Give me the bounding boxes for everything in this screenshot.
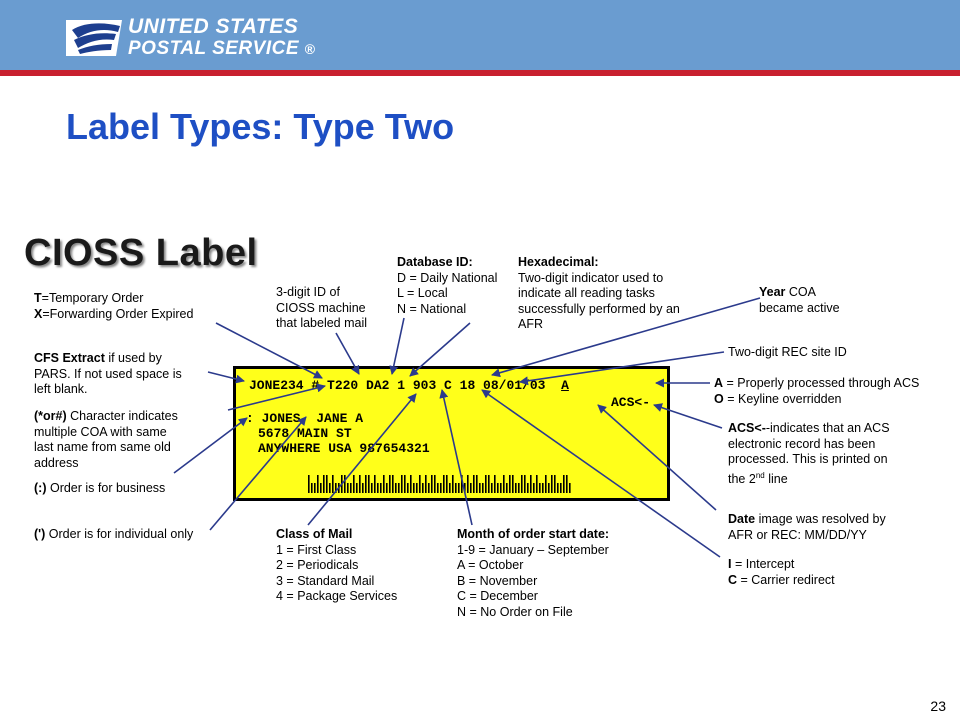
- label-address-street: 5678 MAIN ST: [258, 426, 352, 441]
- note-rec-site-id: Two-digit REC site ID: [728, 345, 847, 359]
- label-keyline-name: JONE234: [249, 378, 304, 393]
- logo-text-postal-service-label: POSTAL SERVICE: [128, 38, 299, 59]
- cioss-label-heading: CIOSS Label: [24, 232, 258, 274]
- note-cfs-extract: CFS Extract if used by PARS. If not used space is left blank.: [34, 351, 182, 396]
- note-acs-arrow: ACS<--indicates that an ACS electronic record has been processed. This is printed on the 2nd line: [728, 421, 890, 486]
- note-machine-id: 3-digit ID of CIOSS machine that labeled mail: [276, 285, 368, 330]
- note-class-of-mail: Class of Mail 1 = First Class 2 = Periodicals 3 = Standard Mail 4 = Package Services: [276, 527, 398, 603]
- arrow-business: [174, 418, 247, 473]
- note-month-of-order: Month of order start date: 1-9 = January – September A = October B = November C = December N = No Order on File: [457, 527, 610, 619]
- label-keyline-acs-code: A: [561, 378, 569, 393]
- arrow-year: [492, 298, 760, 375]
- arrow-database-id: [392, 318, 404, 374]
- registered-mark: ®: [304, 41, 316, 57]
- label-address-city: ANYWHERE USA 987654321: [258, 441, 430, 456]
- arrow-acs-marker: [654, 405, 722, 428]
- page-number: 23: [930, 698, 946, 714]
- arrow-order-type: [216, 323, 322, 378]
- note-hexadecimal: Hexadecimal: Two-digit indicator used to indicate all reading tasks successfully performed by an AFR: [518, 255, 680, 331]
- logo-text-united-states: UNITED STATES: [128, 15, 299, 38]
- note-date: Date image was resolved by AFR or REC: MM/DD/YY: [728, 512, 886, 542]
- arrow-individual: [210, 417, 306, 530]
- note-order-type: T=Temporary Order X=Forwarding Order Expired: [34, 291, 194, 321]
- note-intercept: I = Intercept C = Carrier redirect: [728, 557, 835, 587]
- note-business-order: (:) Order is for business: [34, 481, 166, 495]
- note-database-id: Database ID: D = Daily National L = Local N = National: [397, 255, 498, 316]
- note-individual-order: (') Order is for individual only: [34, 527, 194, 541]
- note-year: Year COA became active: [759, 285, 840, 315]
- arrow-class-of-mail: [308, 394, 416, 525]
- arrow-hexadecimal: [410, 323, 470, 376]
- arrow-month: [442, 390, 472, 525]
- label-address-name: : JONES, JANE A: [246, 411, 364, 426]
- label-keyline-fields: # T220 DA2 1 903 C 18 08/01/03: [311, 378, 546, 393]
- slide-title: Label Types: Type Two: [66, 106, 455, 147]
- arrow-cfs-extract: [208, 372, 244, 381]
- note-multiple-coa-character: (*or#) Character indicates multiple COA with same last name from same old address: [34, 409, 178, 470]
- note-acs-code: A = Properly processed through ACS O = Keyline overridden: [714, 376, 920, 406]
- arrow-rec-site: [520, 352, 724, 382]
- arrow-machine-id: [336, 333, 359, 374]
- label-line-2: ACS<-: [611, 395, 651, 410]
- arrow-multiple-coa: [228, 386, 325, 410]
